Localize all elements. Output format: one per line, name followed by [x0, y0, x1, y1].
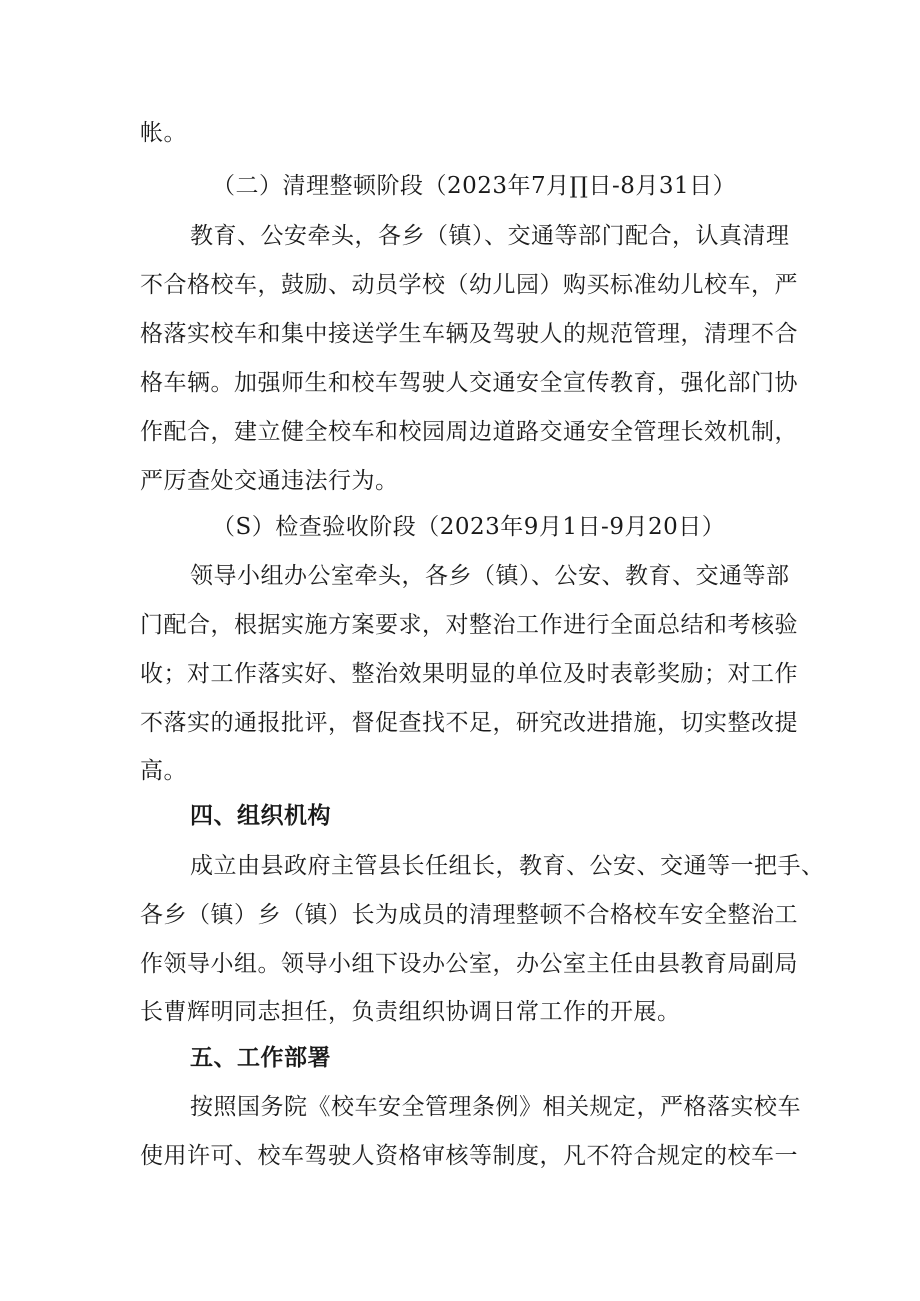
paragraph-line: 收；对工作落实好、整治效果明显的单位及时表彰奖励；对工作: [140, 661, 798, 687]
section-heading: 五、工作部署: [190, 1045, 331, 1071]
paragraph-line: 门配合，根据实施方案要求，对整治工作进行全面总结和考核验: [140, 612, 798, 638]
paragraph-line: 格车辆。加强师生和校车驾驶人交通安全宣传教育，强化部门协: [140, 370, 798, 396]
section-heading: 四、组织机构: [190, 803, 331, 829]
paragraph-line: 作配合，建立健全校车和校园周边道路交通安全管理长效机制，: [140, 419, 798, 445]
paragraph-line: 格落实校车和集中接送学生车辆及驾驶人的规范管理，清理不合: [140, 321, 798, 347]
paragraph-line: 高。: [140, 758, 187, 784]
paragraph-line: 使用许可、校车驾驶人资格审核等制度，凡不符合规定的校车一: [140, 1143, 798, 1169]
paragraph-line: 领导小组办公室牵头，各乡（镇）、公安、教育、交通等部: [190, 563, 790, 589]
paragraph-line: 不合格校车，鼓励、动员学校（幼儿园）购买标准幼儿校车，严: [140, 272, 798, 298]
paragraph-line: 成立由县政府主管县长任组长，教育、公安、交通等一把手、: [190, 853, 825, 879]
paragraph-line: 长曹辉明同志担任，负责组织协调日常工作的开展。: [140, 999, 681, 1025]
paragraph-line: 不落实的通报批评，督促查找不足，研究改进措施，切实整改提: [140, 710, 798, 736]
paragraph-line: 作领导小组。领导小组下设办公室，办公室主任由县教育局副局: [140, 951, 798, 977]
paragraph-line: 严厉查处交通违法行为。: [140, 468, 399, 494]
paragraph-line: 各乡（镇）乡（镇）长为成员的清理整顿不合格校车安全整治工: [140, 902, 798, 928]
paragraph-line: 教育、公安牵头，各乡（镇）、交通等部门配合，认真清理: [190, 223, 790, 249]
paragraph-line: 按照国务院《校车安全管理条例》相关规定，严格落实校车: [190, 1094, 801, 1120]
text-line: 帐。: [140, 120, 187, 146]
section-subheading: （二）清理整顿阶段（2023年7月∏日-8月31日）: [212, 173, 737, 199]
section-subheading: （S）检查验收阶段（2023年9月1日-9月20日）: [212, 514, 726, 540]
